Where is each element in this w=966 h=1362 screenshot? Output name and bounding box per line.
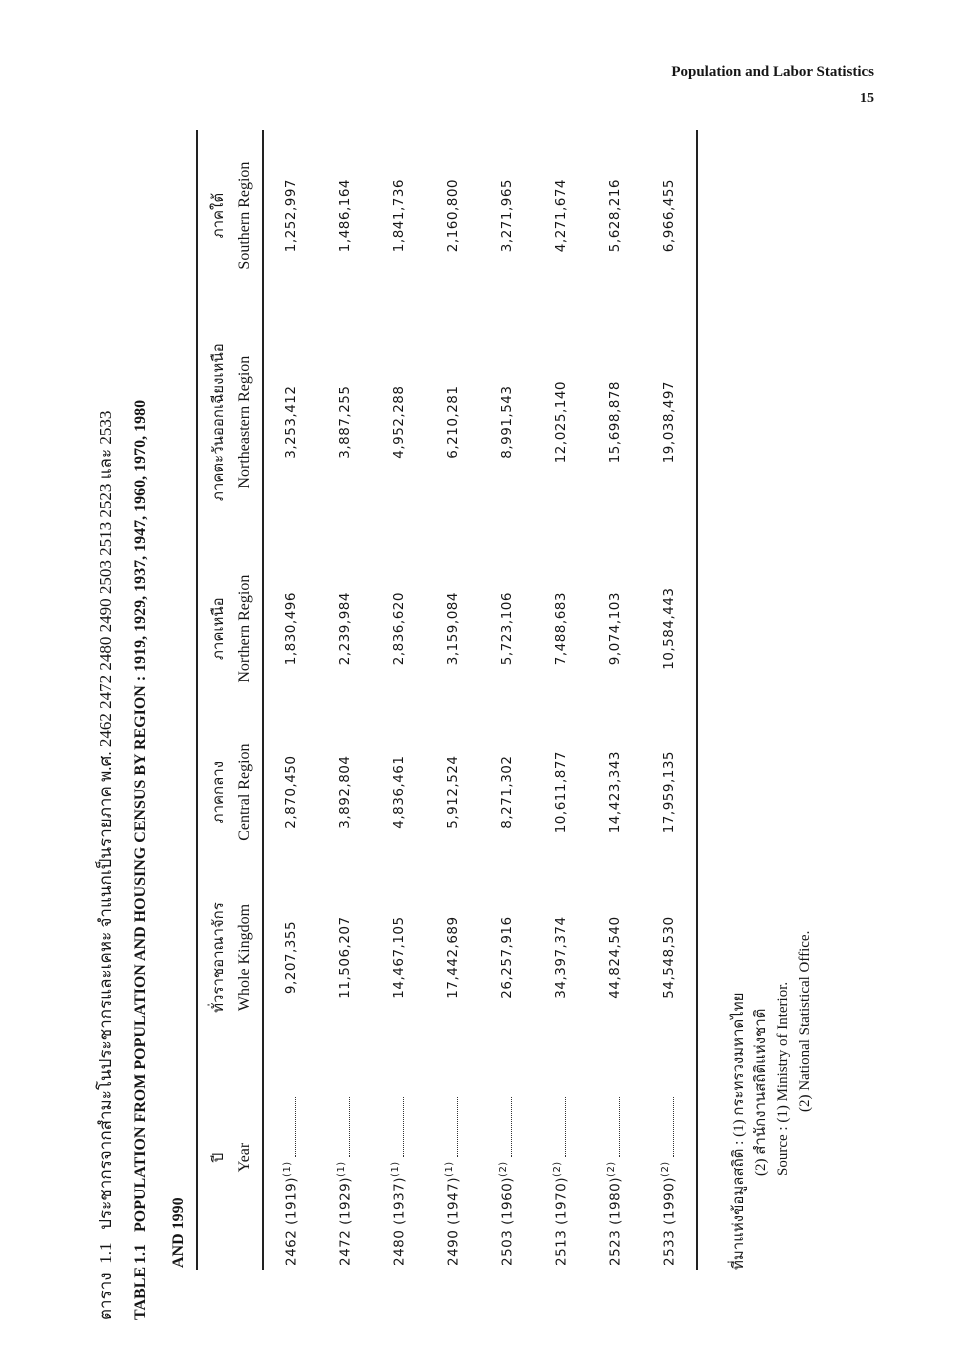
- value-cell: 12,025,140: [553, 380, 569, 464]
- value-cell: 4,271,674: [553, 178, 569, 253]
- value-cell: 15,698,878: [607, 380, 623, 464]
- rotated-table-page: [88, 90, 813, 1320]
- value-cell: 7,488,683: [553, 592, 569, 666]
- running-title: Population and Labor Statistics: [671, 64, 874, 80]
- value-cell: 5,628,216: [607, 178, 623, 253]
- english-table-label: TABLE: [132, 1266, 149, 1320]
- thai-source-line-2: (2) สำนักงานสถิติแห่งชาติ: [753, 1008, 769, 1176]
- thai-source-line-1: ที่มาแห่งข้อมูลสถิติ : (1) กระทรวงมหาดไทย: [731, 992, 747, 1270]
- value-cell: 14,467,105: [391, 916, 407, 999]
- value-cell: 3,253,412: [283, 385, 299, 459]
- english-title-continuation: AND 1990: [170, 1197, 187, 1268]
- value-cell: 2,870,450: [283, 755, 299, 829]
- value-cell: 11,506,207: [337, 916, 353, 999]
- value-cell: 2,239,984: [337, 592, 353, 666]
- source-notes: [728, 931, 816, 1270]
- value-cell: 17,959,135: [642, 714, 697, 870]
- year-cell: 2523 $(1980)^{(2)}$: [588, 1045, 642, 1270]
- thai-table-number: 1.1: [96, 1242, 115, 1264]
- value-cell: 2,160,800: [445, 178, 461, 253]
- thai-title-text: ประชากรจากสำมะโนประชากรและเคหะ จำแนกเป็นรายภาค พ.ศ. 2462 2472 2480 2490 2503 2513 2523 และ 2533: [96, 410, 115, 1230]
- english-source-line-2: (2) National Statistical Office.: [797, 930, 813, 1112]
- value-cell: 1,830,496: [283, 592, 299, 666]
- value-cell: 6,966,455: [642, 130, 697, 301]
- page-number: 15: [860, 91, 874, 106]
- value-cell: 4,952,288: [391, 385, 407, 459]
- value-cell: 44,824,540: [607, 916, 623, 999]
- value-cell: 8,271,302: [499, 755, 515, 829]
- col-header-northern: ภาคเหนือ Northern Region: [197, 543, 263, 714]
- year-cell: 2533 $(1990)^{(2)}$: [642, 1045, 697, 1270]
- year-cell: 2503 $(1960)^{(2)}$: [480, 1045, 534, 1270]
- english-title-text: POPULATION FROM POPULATION AND HOUSING CENSUS BY REGION : 1919, 1929, 1937, 1947, 1960, 1970, 1980: [132, 399, 149, 1232]
- value-cell: 9,207,355: [283, 920, 299, 995]
- table-row: [480, 130, 534, 1270]
- value-cell: 3,271,965: [499, 178, 515, 253]
- col-header-southern: ภาคใต้ Southern Region: [197, 130, 263, 301]
- table-row: [534, 130, 588, 1270]
- thai-table-label: ตาราง: [96, 1272, 115, 1320]
- value-cell: 3,892,804: [337, 755, 353, 829]
- value-cell: 6,210,281: [445, 385, 461, 459]
- value-cell: 3,159,084: [445, 592, 461, 666]
- value-cell: 14,423,343: [607, 750, 623, 834]
- col-header-northeastern: ภาคตะวันออกเฉียงเหนือ Northeastern Region: [197, 301, 263, 543]
- value-cell: 5,912,524: [445, 755, 461, 829]
- value-cell: 8,991,543: [499, 385, 515, 459]
- thai-table-title: [92, 411, 119, 1320]
- year-cell: 2472 $(1929)^{(1)}$: [318, 1045, 372, 1270]
- value-cell: 10,611,877: [553, 750, 569, 834]
- table-row: [426, 130, 480, 1270]
- year-cell: 2462 $(1919)^{(1)}$: [263, 1045, 318, 1270]
- table-row: [372, 130, 426, 1270]
- table-body: [263, 130, 697, 1270]
- table-header-row: [197, 130, 263, 1270]
- value-cell: 3,887,255: [337, 385, 353, 459]
- value-cell: 17,442,689: [445, 916, 461, 999]
- value-cell: 26,257,916: [499, 916, 515, 999]
- table-row: [263, 130, 318, 1270]
- value-cell: 34,397,374: [553, 916, 569, 999]
- english-table-number: 1.1: [132, 1244, 149, 1264]
- value-cell: 2,836,620: [391, 592, 407, 666]
- year-cell: 2480 $(1937)^{(1)}$: [372, 1045, 426, 1270]
- value-cell: 19,038,497: [642, 301, 697, 543]
- table-row: [588, 130, 642, 1270]
- english-source-line-1: Source : (1) Ministry of Interior.: [775, 981, 791, 1176]
- value-cell: 10,584,443: [642, 543, 697, 714]
- table-row: [318, 130, 372, 1270]
- col-header-central: ภาคกลาง Central Region: [197, 714, 263, 870]
- value-cell: 4,836,461: [391, 755, 407, 829]
- value-cell: 5,723,106: [499, 592, 515, 666]
- value-cell: 1,252,997: [283, 178, 299, 253]
- population-table: [196, 130, 698, 1270]
- value-cell: 1,841,736: [391, 178, 407, 253]
- value-cell: 1,486,164: [337, 178, 353, 253]
- value-cell: 54,548,530: [642, 870, 697, 1045]
- year-cell: 2513 $(1970)^{(2)}$: [534, 1045, 588, 1270]
- col-header-year: ปี Year: [197, 1045, 263, 1270]
- col-header-whole-kingdom: ทั่วราชอาณาจักร Whole Kingdom: [197, 870, 263, 1045]
- table-row: [642, 130, 697, 1270]
- year-cell: 2490 $(1947)^{(1)}$: [426, 1045, 480, 1270]
- english-table-title: [132, 400, 150, 1320]
- value-cell: 9,074,103: [607, 592, 623, 666]
